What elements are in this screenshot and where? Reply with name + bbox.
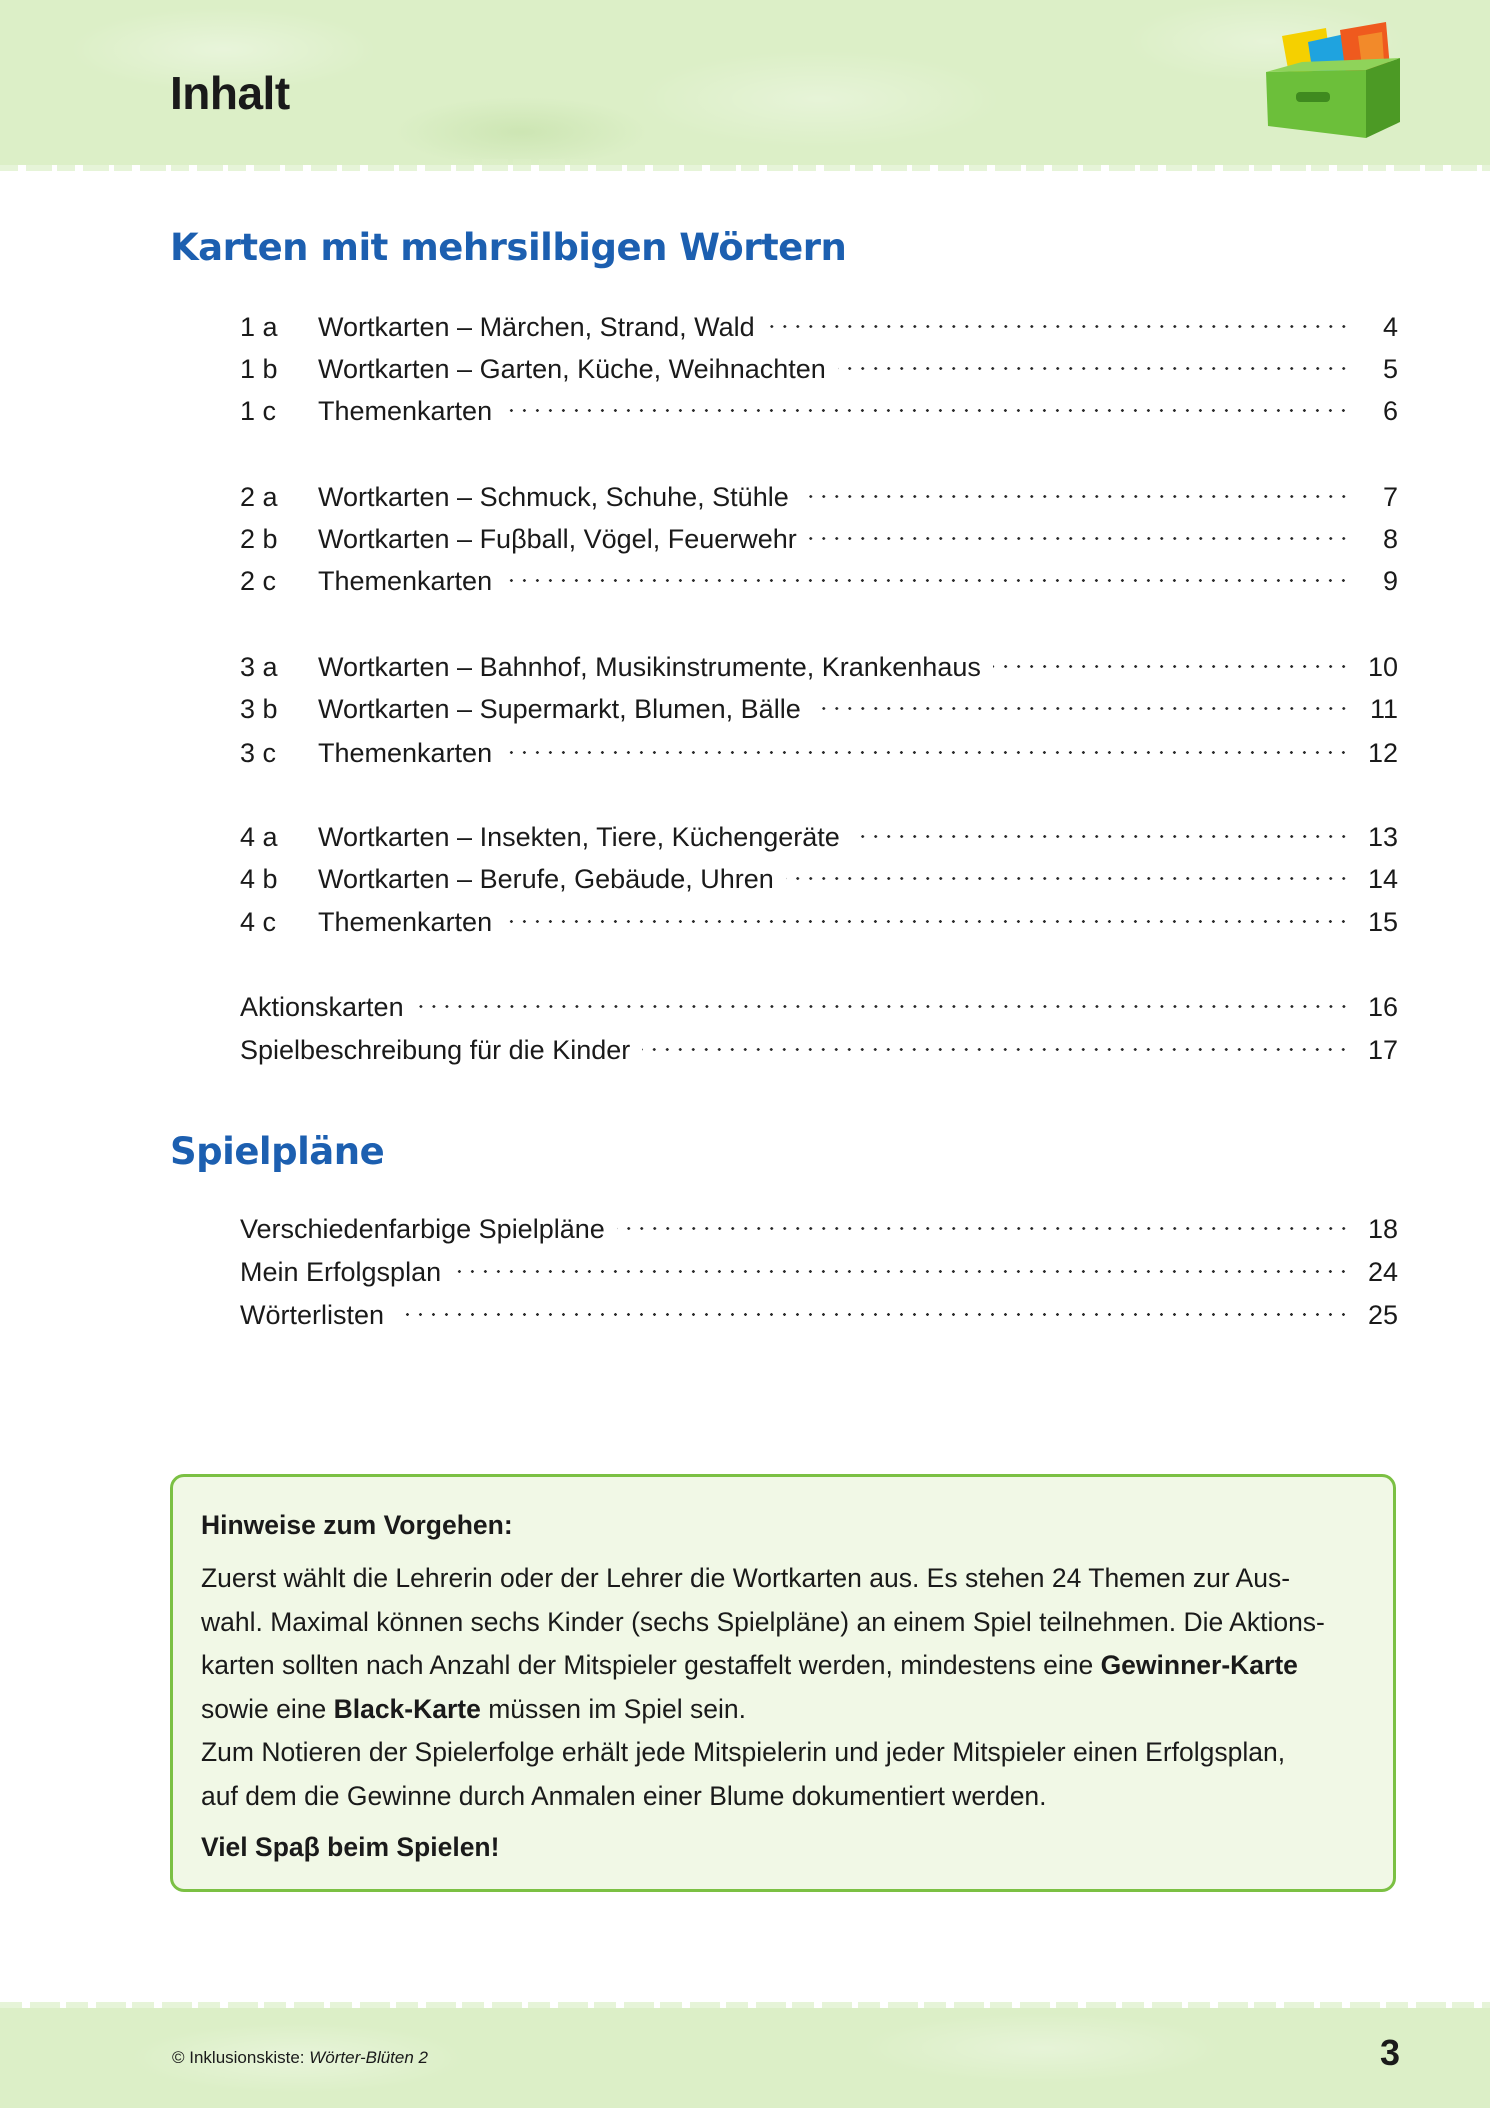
leader-dots	[642, 1021, 1350, 1059]
toc-entry-page: 13	[1367, 822, 1398, 852]
hint-closing: Viel Spaβ beim Spielen!	[201, 1832, 500, 1862]
toc-entry-number: 2 c	[240, 566, 277, 596]
hint-line: karten sollten nach Anzahl der Mitspieler gestaffelt werden, mindestens eine	[201, 1650, 1101, 1680]
toc-entry-page: 25	[1367, 1300, 1398, 1330]
toc-entry[interactable]	[240, 724, 1398, 768]
toc-entry-number: 1 c	[240, 396, 277, 426]
toc-entry[interactable]	[240, 893, 1398, 937]
toc-entry-title: Wortkarten – Berufe, Gebäude, Uhren	[318, 864, 774, 894]
toc-entry-number: 4 a	[240, 822, 278, 852]
toc-entry[interactable]	[240, 552, 1398, 596]
toc-entry-page: 5	[1382, 354, 1398, 384]
page-number: 3	[1379, 2032, 1400, 2073]
toc-entry[interactable]	[240, 978, 1398, 1022]
toc-entry-number: 3 a	[240, 652, 278, 682]
toc-entry-page: 24	[1367, 1257, 1398, 1287]
leader-dots	[416, 978, 1350, 1016]
toc-entry-page: 18	[1367, 1214, 1398, 1244]
toc-entry-number: 1 b	[240, 354, 278, 384]
toc-entry-page: 7	[1382, 482, 1398, 512]
hint-heading: Hinweise zum Vorgehen:	[201, 1510, 513, 1540]
toc-entry-title: Themenkarten	[318, 907, 493, 937]
hint-line: müssen im Spiel sein.	[480, 1693, 746, 1724]
leader-dots	[993, 638, 1350, 676]
toc-entry-title: Wörterlisten	[240, 1300, 385, 1330]
toc-entry-page: 14	[1367, 864, 1398, 894]
hint-line: auf dem die Gewinne durch Anmalen einer Blume dokumentiert werden.	[201, 1780, 1047, 1811]
leader-dots	[617, 1200, 1350, 1238]
toc-entry-title: Aktionskarten	[240, 992, 404, 1022]
hint-line: Zuerst wählt die Lehrerin oder der Lehrer die Wortkarten aus. Es stehen 24 Themen zur Aus-	[201, 1563, 1291, 1593]
toc-entry-title: Themenkarten	[318, 396, 493, 426]
toc-entry[interactable]	[240, 850, 1398, 894]
toc-entry-title: Wortkarten – Insekten, Tiere, Küchengeräte	[318, 822, 840, 852]
black-karte-label: Black-Karte	[333, 1693, 481, 1724]
section-title-spielplaene: Spielpläne	[170, 1130, 385, 1173]
hint-box	[170, 1474, 1396, 1892]
toc-entry[interactable]	[240, 340, 1398, 384]
toc-entry-number: 2 b	[240, 524, 278, 554]
hint-line: wahl. Maximal können sechs Kinder (sechs Spielpläne) an einem Spiel teilnehmen. Die Aktions-	[201, 1606, 1325, 1637]
toc-entry-title: Themenkarten	[318, 738, 493, 768]
toc-entry-page: 4	[1382, 312, 1398, 342]
leader-dots	[504, 724, 1350, 762]
toc-entry[interactable]	[240, 510, 1398, 554]
toc-entry-number: 4 c	[240, 907, 277, 937]
leader-dots	[396, 1286, 1350, 1324]
toc-entry[interactable]	[240, 1200, 1398, 1244]
leader-dots	[813, 680, 1350, 718]
toc-entry-title: Wortkarten – Märchen, Strand, Wald	[318, 312, 755, 342]
toc-entry-page: 15	[1367, 907, 1398, 937]
toc-entry-page: 9	[1382, 566, 1398, 596]
leader-dots	[809, 510, 1350, 548]
toc-entry[interactable]	[240, 1286, 1398, 1330]
toc-entry-number: 1 a	[240, 312, 278, 342]
toc-entry-title: Wortkarten – Fuβball, Vögel, Feuerwehr	[318, 524, 797, 554]
leader-dots	[801, 468, 1350, 506]
leader-dots	[767, 298, 1350, 336]
toc-entry-number: 4 b	[240, 864, 278, 894]
toc-entry-page: 12	[1367, 738, 1398, 768]
toc-entry[interactable]	[240, 1243, 1398, 1287]
copyright-prefix: © Inklusionskiste:	[172, 2048, 310, 2067]
toc-entry-title: Wortkarten – Supermarkt, Blumen, Bälle	[318, 694, 801, 724]
hint-line: Zum Notieren der Spielerfolge erhält jede Mitspielerin und jeder Mitspieler einen Erfolgsplan,	[201, 1737, 1286, 1767]
toc-entry[interactable]	[240, 808, 1398, 852]
section-title-karten: Karten mit mehrsilbigen Wörtern	[170, 226, 847, 269]
toc-entry-page: 17	[1367, 1035, 1398, 1065]
toc-entry[interactable]	[240, 382, 1398, 426]
toc-entry-number: 3 b	[240, 694, 278, 724]
toc-entry-page: 16	[1367, 992, 1398, 1022]
toc-entry-page: 8	[1382, 524, 1398, 554]
toc-entry-title: Themenkarten	[318, 566, 493, 596]
toc-entry-number: 3 c	[240, 738, 277, 768]
footer-copyright	[172, 2048, 428, 2068]
toc-entry-page: 10	[1367, 652, 1398, 682]
book-title: Wörter-Blüten 2	[309, 2048, 428, 2067]
toc-entry[interactable]	[240, 468, 1398, 512]
toc-entry-page: 6	[1382, 396, 1398, 426]
toc-entry-title: Wortkarten – Bahnhof, Musikinstrumente, Krankenhaus	[318, 652, 981, 682]
leader-dots	[786, 850, 1350, 888]
hint-line: sowie eine	[201, 1693, 334, 1724]
toc-entry-title: Spielbeschreibung für die Kinder	[240, 1035, 631, 1065]
toc-entry-page: 11	[1369, 694, 1398, 724]
toc-entry-title: Mein Erfolgsplan	[240, 1257, 442, 1287]
toc-entry-title: Wortkarten – Garten, Küche, Weihnachten	[318, 354, 826, 384]
leader-dots	[504, 552, 1350, 590]
toc-entry[interactable]	[240, 1021, 1398, 1065]
toc-entry[interactable]	[240, 298, 1398, 342]
toc-entry-title: Verschiedenfarbige Spielpläne	[240, 1214, 605, 1244]
toc-entry-title: Wortkarten – Schmuck, Schuhe, Stühle	[318, 482, 789, 512]
leader-dots	[504, 893, 1350, 931]
toc-entry[interactable]	[240, 638, 1398, 682]
leader-dots	[453, 1243, 1350, 1281]
leader-dots	[504, 382, 1350, 420]
toc-entry[interactable]	[240, 680, 1398, 724]
page-title: Inhalt	[170, 67, 290, 119]
hint-text	[201, 1557, 1365, 1818]
card-box-logo-icon	[1262, 22, 1402, 140]
gewinner-karte-label: Gewinner-Karte	[1100, 1650, 1298, 1680]
leader-dots	[838, 340, 1350, 378]
leader-dots	[852, 808, 1350, 846]
toc-entry-number: 2 a	[240, 482, 278, 512]
